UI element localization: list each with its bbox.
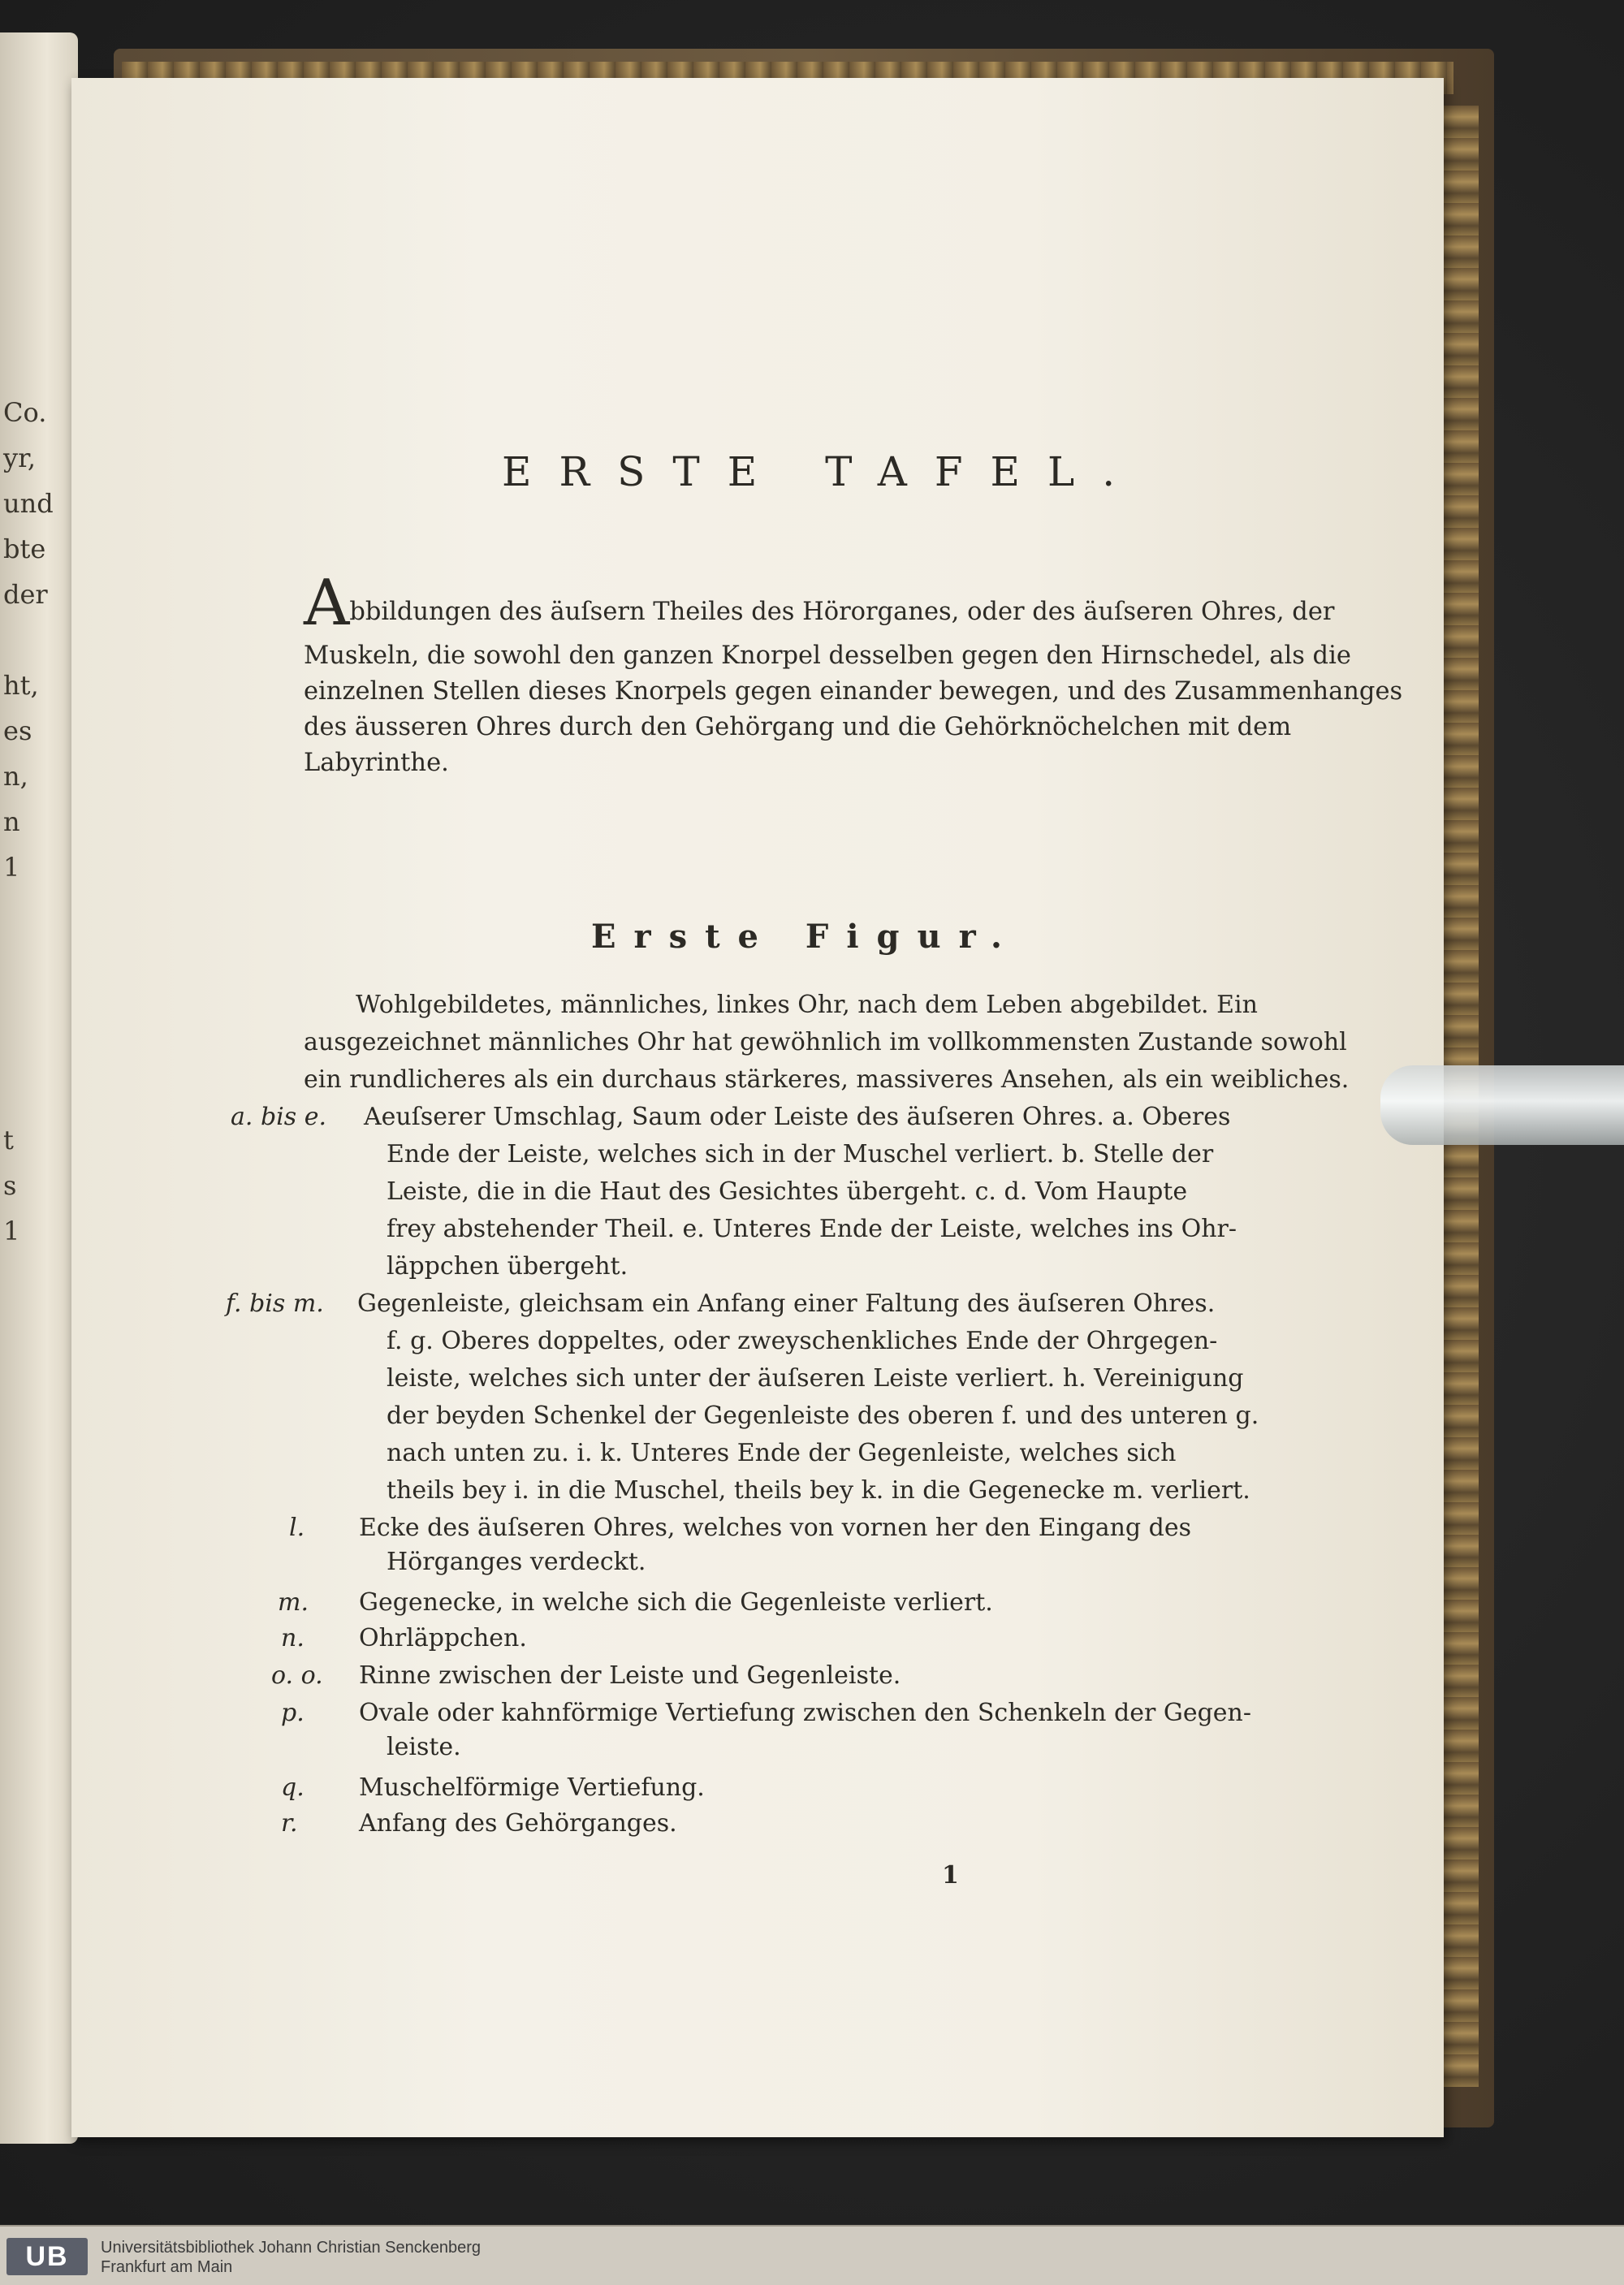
legend-label: n.	[281, 1624, 304, 1652]
facing-fragment: der	[3, 579, 48, 610]
legend-text-line: leiste.	[387, 1733, 461, 1761]
library-city: Frankfurt am Main	[101, 2258, 233, 2276]
legend-text-line: Muschelförmige Vertiefung.	[359, 1773, 705, 1802]
legend-label: q.	[281, 1773, 304, 1802]
facing-fragment	[3, 617, 76, 663]
legend-label: l.	[289, 1514, 305, 1542]
legend-text-line: Ohrläppchen.	[359, 1624, 527, 1652]
legend-text-line: läppchen übergeht.	[387, 1252, 628, 1281]
facing-fragment: s	[3, 1170, 17, 1201]
figure-intro-line: ein rundlicheres als ein durchaus stärkeres, massiveres Ansehen, als ein weibliches.	[304, 1065, 1350, 1094]
facing-fragment	[3, 890, 76, 935]
legend-text-line: Leiste, die in die Haut des Gesichtes übergeht. c. d. Vom Haupte	[387, 1177, 1188, 1206]
plate-heading: ERSTE TAFEL.	[502, 448, 1143, 495]
facing-fragment: 1	[3, 852, 20, 883]
legend-text-line: Rinne zwischen der Leiste und Gegenleiste.	[359, 1661, 901, 1690]
legend-text-line: Aeuſserer Umschlag, Saum oder Leiste des äuſseren Ohres. a. Oberes	[364, 1103, 1231, 1131]
facing-fragment: ht,	[3, 670, 39, 701]
page-number: 1	[942, 1861, 959, 1890]
legend-label: r.	[281, 1809, 298, 1838]
legend-text-line: der beyden Schenkel der Gegenleiste des oberen f. und des unteren g.	[387, 1402, 1259, 1430]
facing-fragment	[3, 1072, 76, 1117]
facing-page-text-fragments	[3, 390, 76, 1254]
legend-text-line: frey abstehender Theil. e. Unteres Ende der Leiste, welches ins Ohr-	[387, 1215, 1237, 1243]
facing-fragment: es	[3, 715, 32, 746]
legend-text-line: Anfang des Gehörganges.	[359, 1809, 677, 1838]
intro-line: Muskeln, die sowohl den ganzen Knorpel desselben gegen den Hirnschedel, als die	[304, 641, 1351, 670]
legend-text-line: Ecke des äuſseren Ohres, welches von vornen her den Eingang des	[359, 1514, 1192, 1542]
legend-text-line: f. g. Oberes doppeltes, oder zweyschenkliches Ende der Ohrgegen-	[387, 1327, 1218, 1355]
facing-fragment: n,	[3, 761, 28, 792]
library-footer	[0, 2225, 1624, 2285]
intro-line	[304, 567, 1335, 640]
intro-line-text: bbildungen des äuſsern Theiles des Hörorganes, oder des äuſseren Ohres, der	[349, 598, 1335, 626]
facing-page-edge	[0, 32, 78, 2144]
legend-label: p.	[281, 1699, 304, 1727]
facing-fragment	[3, 935, 76, 981]
book-page	[71, 78, 1444, 2137]
legend-text-line: Ende der Leiste, welches sich in der Muschel verliert. b. Stelle der	[387, 1140, 1214, 1168]
facing-fragment: und	[3, 488, 54, 519]
legend-text-line: theils bey i. in die Muschel, theils bey k. in die Gegenecke m. verliert.	[387, 1476, 1250, 1505]
legend-label: m.	[278, 1588, 309, 1617]
library-logo: UB	[6, 2238, 88, 2275]
legend-text-line: Gegenleiste, gleichsam ein Anfang einer Faltung des äuſseren Ohres.	[357, 1289, 1216, 1318]
facing-fragment	[3, 981, 76, 1026]
legend-text-line: nach unten zu. i. k. Unteres Ende der Gegenleiste, welches sich	[387, 1439, 1177, 1467]
legend-label: f. bis m.	[226, 1289, 324, 1318]
intro-line: Labyrinthe.	[304, 749, 449, 777]
figure-heading: Erste Figur.	[591, 918, 1020, 956]
facing-fragment: n	[3, 806, 20, 837]
legend-text-line: Ovale oder kahnförmige Vertiefung zwischen den Schenkeln der Gegen-	[359, 1699, 1251, 1727]
glass-page-weight	[1380, 1065, 1624, 1145]
intro-line: einzelnen Stellen dieses Knorpels gegen einander bewegen, und des Zusammenhanges	[304, 677, 1403, 706]
facing-fragment: Co.	[3, 397, 47, 428]
intro-line: des äusseren Ohres durch den Gehörgang und die Gehörknöchelchen mit dem	[304, 713, 1292, 741]
library-credit	[101, 2238, 481, 2277]
legend-text-line: Gegenecke, in welche sich die Gegenleiste verliert.	[359, 1588, 993, 1617]
legend-text-line: Hörganges verdeckt.	[387, 1548, 646, 1576]
library-institution: Universitätsbibliothek Johann Christian Senckenberg	[101, 2239, 482, 2257]
facing-fragment: yr,	[3, 443, 37, 473]
legend-label: a. bis e.	[231, 1103, 326, 1131]
drop-cap: A	[304, 567, 350, 640]
facing-fragment: t	[3, 1125, 14, 1155]
facing-fragment	[3, 1026, 76, 1072]
facing-fragment: 1	[3, 1216, 20, 1246]
figure-intro-line: Wohlgebildetes, männliches, linkes Ohr, nach dem Leben abgebildet. Ein	[356, 991, 1258, 1019]
legend-text-line: leiste, welches sich unter der äuſseren Leiste verliert. h. Vereinigung	[387, 1364, 1244, 1393]
facing-fragment: bte	[3, 533, 46, 564]
legend-label: o. o.	[271, 1661, 323, 1690]
figure-intro-line: ausgezeichnet männliches Ohr hat gewöhnlich im vollkommensten Zustande sowohl	[304, 1028, 1347, 1056]
